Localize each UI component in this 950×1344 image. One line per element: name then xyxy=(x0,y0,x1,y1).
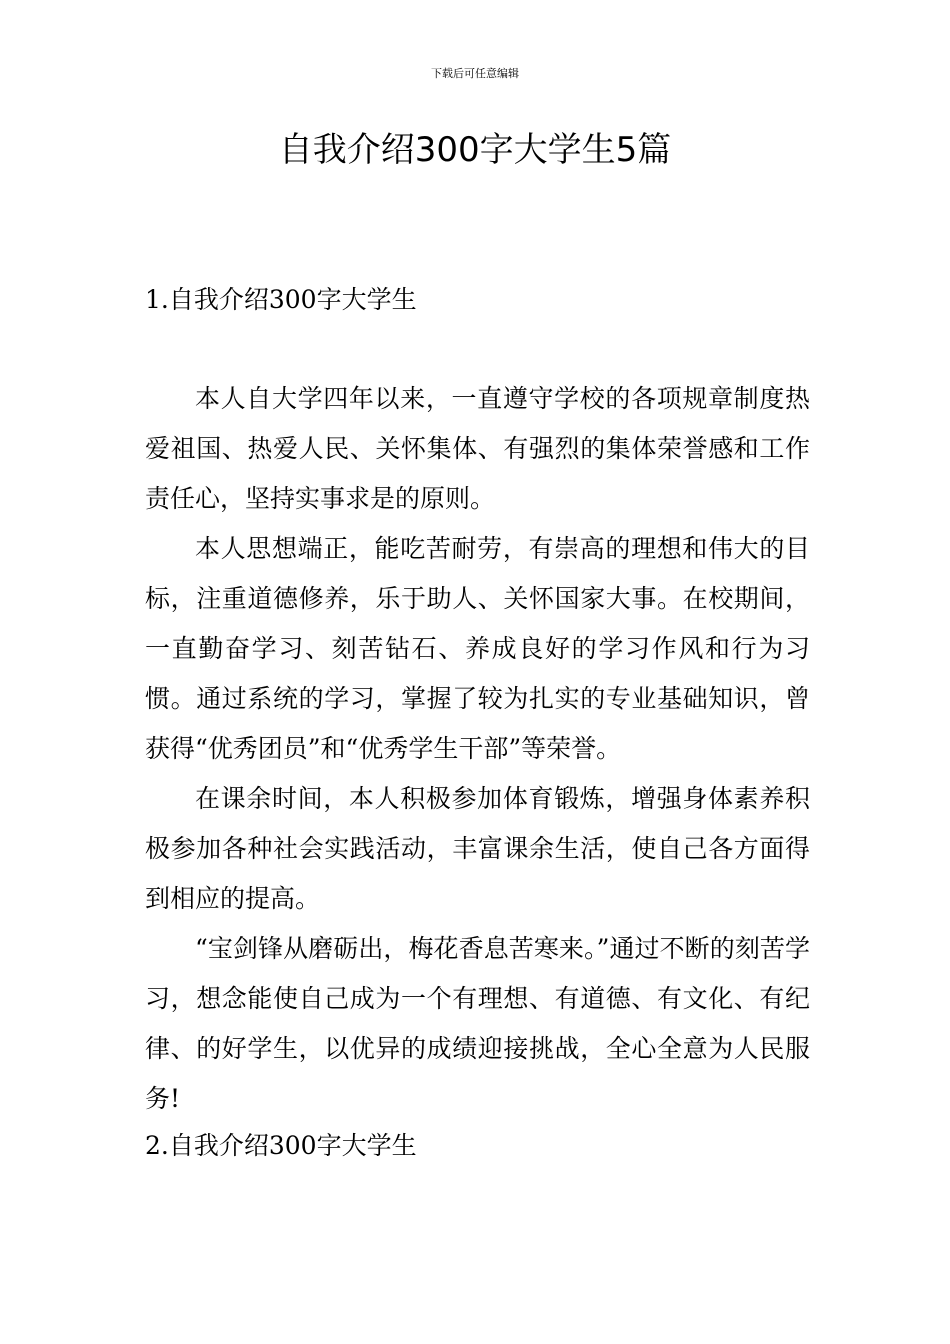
paragraph-3: 在课余时间，本人积极参加体育锻炼，增强身体素养积极参加各种社会实践活动，丰富课余生活，使自己各方面得到相应的提高。 xyxy=(145,784,810,913)
paragraph-1: 本人自大学四年以来，一直遵守学校的各项规章制度热爱祖国、热爱人民、关怀集体、有强烈的集体荣誉感和工作责任心，坚持实事求是的原则。 xyxy=(145,384,810,513)
paragraph-2: 本人思想端正，能吃苦耐劳，有崇高的理想和伟大的目标，注重道德修养，乐于助人、关怀国家大事。在校期间，一直勤奋学习、刻苦钻石、养成良好的学习作风和行为习惯。通过系统的学习，掌握了较为扎实的专业基础知识，曾获得“优秀团员”和“优秀学生干部”等荣誉。 xyxy=(145,534,810,763)
section-1-heading: 1.自我介绍300字大学生 xyxy=(145,285,417,314)
header-note: 下载后可任意编辑 xyxy=(431,67,519,80)
section-1-body xyxy=(145,374,810,1124)
paragraph-4: “宝剑锋从磨砺出，梅花香息苦寒来。”通过不断的刻苦学习，想念能使自己成为一个有理想、有道德、有文化、有纪律、的好学生，以优异的成绩迎接挑战，全心全意为人民服务! xyxy=(145,934,810,1113)
document-title: 自我介绍300字大学生5篇 xyxy=(278,130,672,170)
section-2-heading: 2.自我介绍300字大学生 xyxy=(145,1131,417,1160)
